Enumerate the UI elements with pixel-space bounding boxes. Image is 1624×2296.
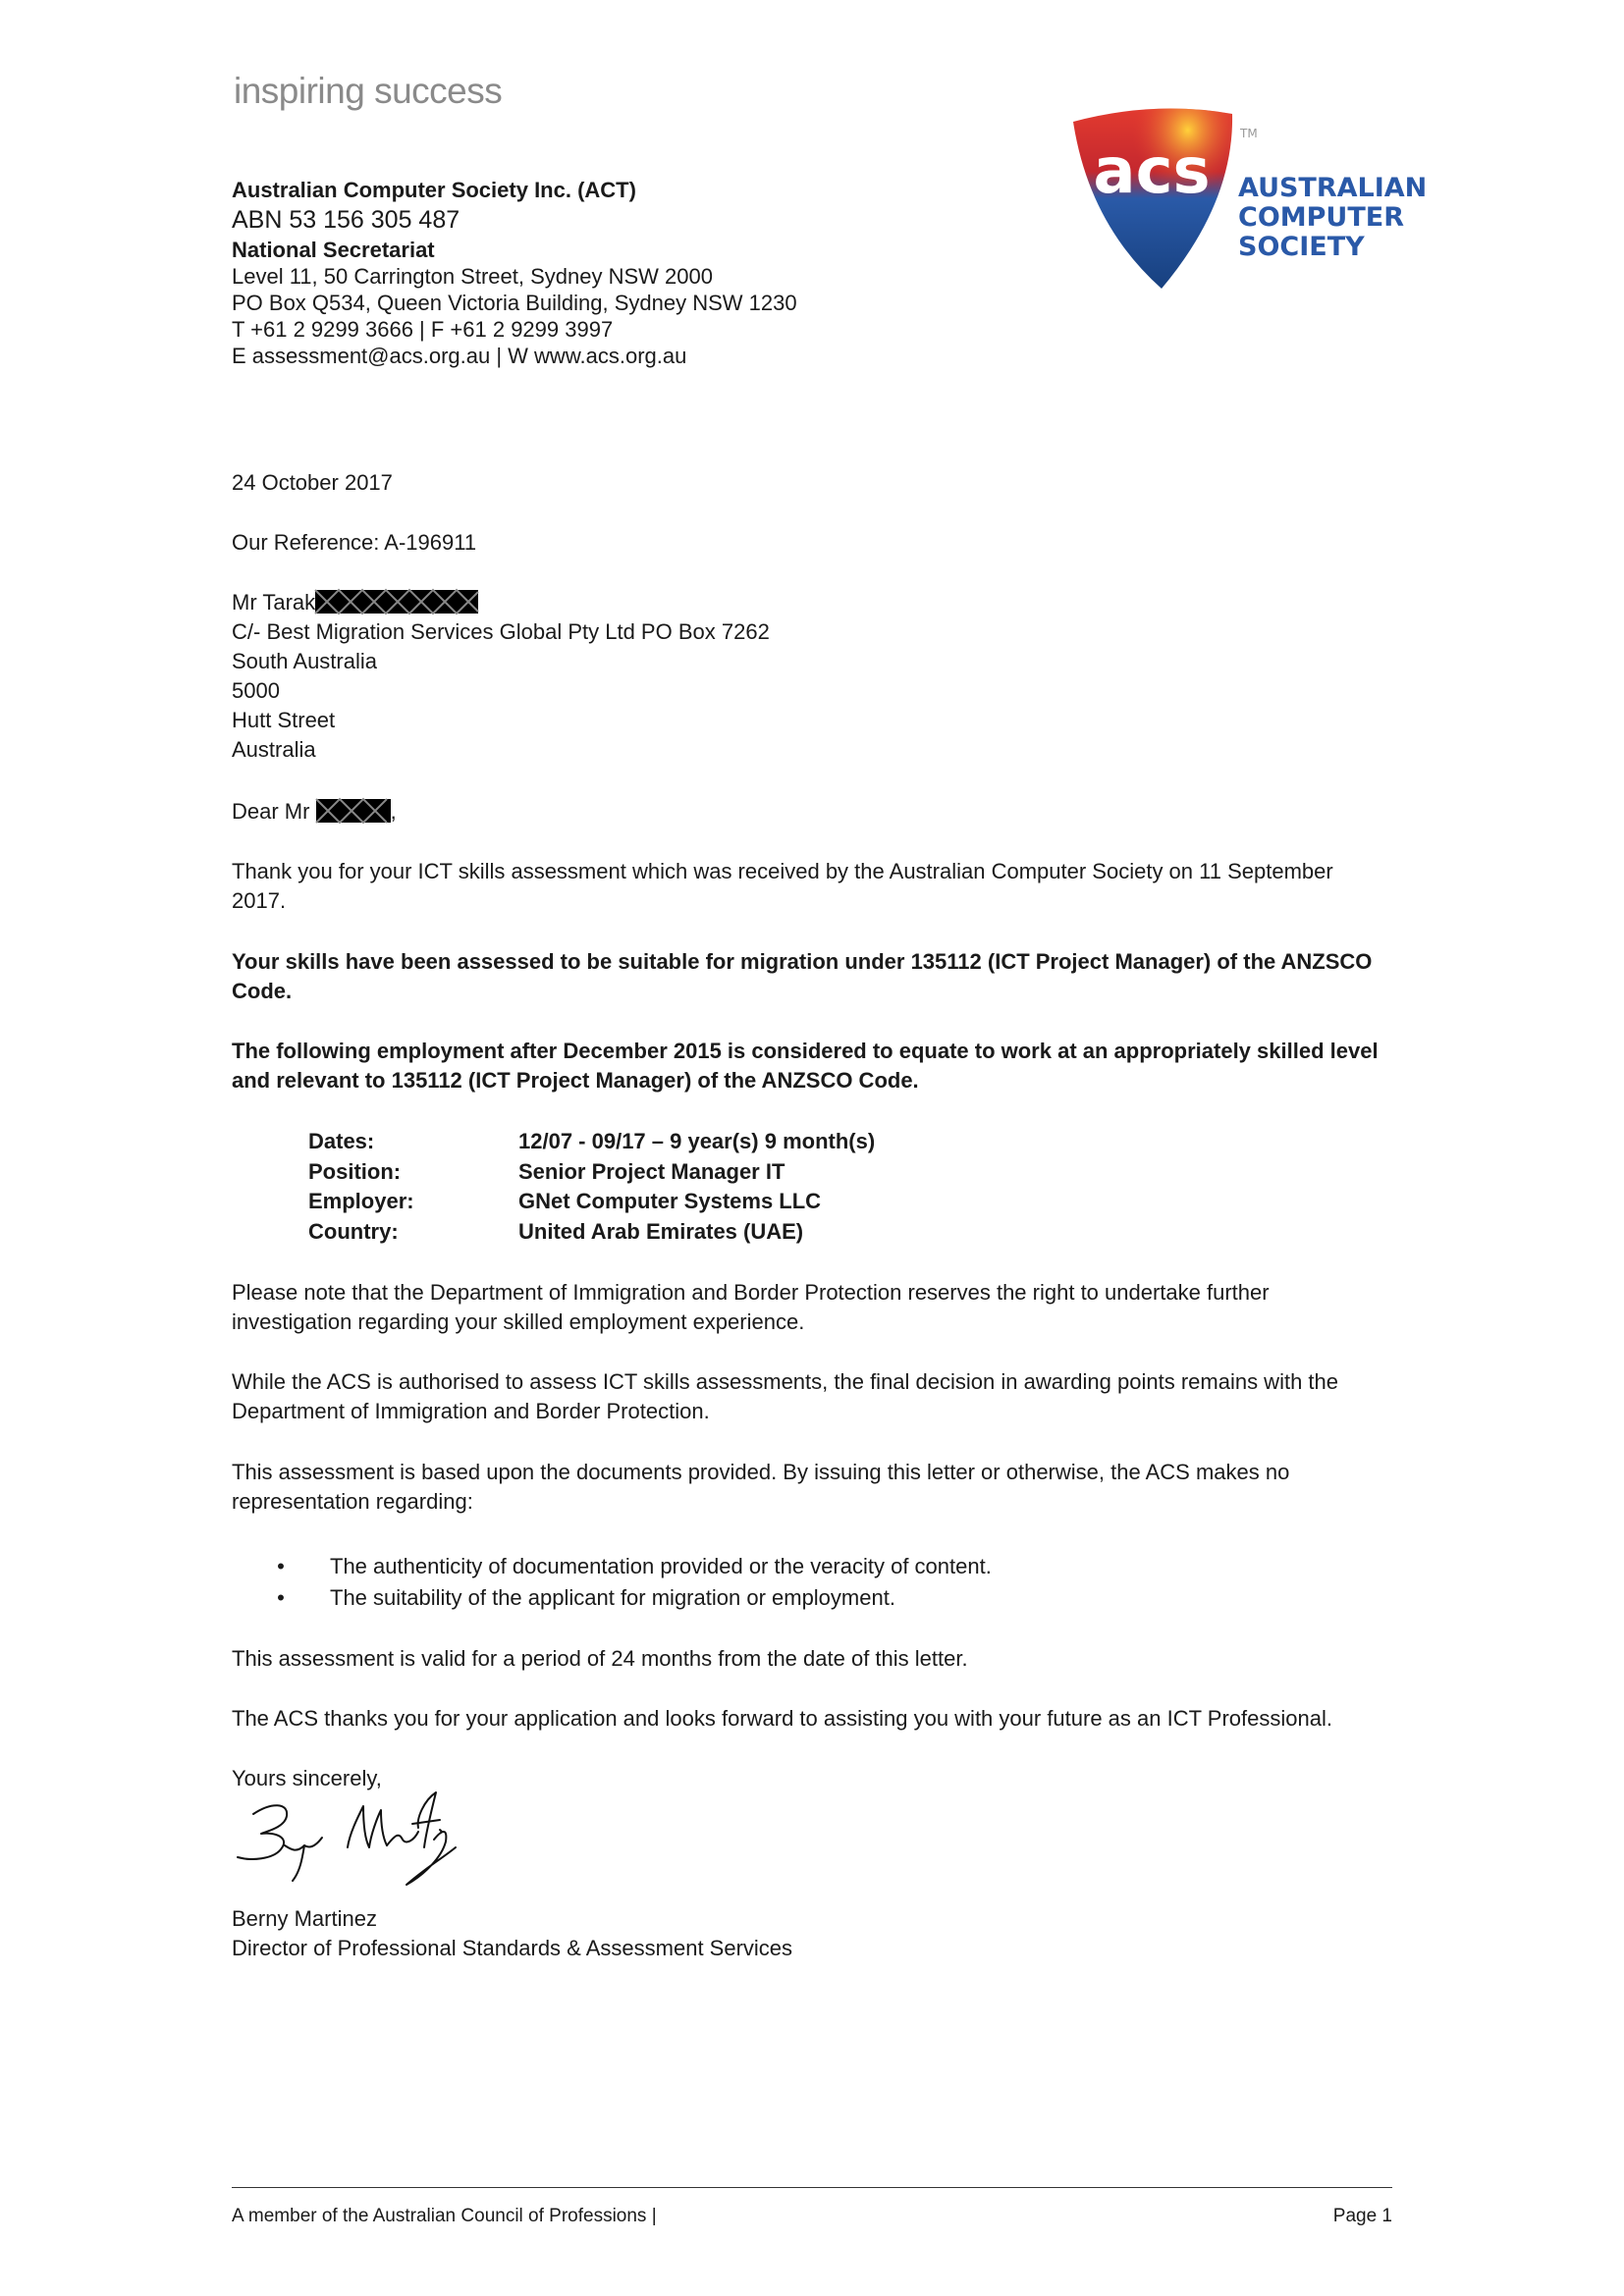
footer-membership: A member of the Australian Council of Professions | — [232, 2206, 657, 2226]
employment-row — [308, 1187, 875, 1217]
paragraph-1: Thank you for your ICT skills assessment which was received by the Australian Computer Society on 11 September 2017. — [232, 859, 1333, 913]
recipient-line-4: Hutt Street — [232, 708, 336, 732]
employment-row — [308, 1127, 875, 1157]
signatory-name: Berny Martinez — [232, 1906, 377, 1931]
letter-reference: Our Reference: A-196911 — [232, 530, 477, 555]
paragraph-3: The following employment after December 2015 is considered to equate to work at an appropriately skilled level and relevant to 135112 (ICT Project Manager) of the ANZSCO Code. — [232, 1039, 1379, 1093]
recipient-name-prefix: Mr Tarak — [232, 590, 316, 614]
employment-value: United Arab Emirates (UAE) — [518, 1218, 804, 1244]
logo-line1: AUSTRALIAN — [1238, 173, 1428, 203]
sender-org: Australian Computer Society Inc. (ACT) — [232, 178, 636, 202]
employment-details — [308, 1127, 875, 1247]
employment-label: Employer: — [308, 1189, 414, 1213]
closing: Yours sincerely, — [232, 1766, 382, 1790]
recipient-name — [232, 588, 1390, 617]
signatory-title: Director of Professional Standards & Assessment Services — [232, 1936, 793, 1960]
logo-mark: acs — [1093, 135, 1211, 208]
sender-address-2: PO Box Q534, Queen Victoria Building, Sydney NSW 1230 — [232, 291, 797, 315]
sender-address-1: Level 11, 50 Carrington Street, Sydney NSW 2000 — [232, 264, 713, 289]
recipient-line-3: 5000 — [232, 678, 280, 703]
paragraph-7: This assessment is valid for a period of 24 months from the date of this letter. — [232, 1646, 968, 1671]
paragraph-6: This assessment is based upon the documents provided. By issuing this letter or otherwise, the ACS makes no representation regarding: — [232, 1460, 1290, 1514]
recipient-line-5: Australia — [232, 737, 316, 762]
salutation — [232, 797, 1390, 827]
sender-phone: T +61 2 9299 3666 | F +61 2 9299 3997 — [232, 317, 614, 342]
redaction-mark — [316, 799, 391, 823]
list-item — [232, 1551, 992, 1582]
sender-contact: E assessment@acs.org.au | W www.acs.org.au — [232, 344, 687, 368]
employment-value: GNet Computer Systems LLC — [518, 1189, 822, 1213]
bullet-dot-icon: • — [277, 1554, 285, 1578]
list-item — [232, 1582, 992, 1614]
page-number: Page 1 — [1332, 2206, 1392, 2226]
letter-date: 24 October 2017 — [232, 470, 393, 495]
tagline: inspiring success — [234, 71, 503, 111]
sender-block — [232, 177, 797, 369]
paragraph-2: Your skills have been assessed to be suitable for migration under 135112 (ICT Project Manager) of the ANZSCO Code. — [232, 949, 1373, 1003]
salutation-prefix: Dear Mr — [232, 799, 310, 824]
logo-tm: TM — [1240, 127, 1258, 140]
redaction-mark — [315, 590, 478, 614]
employment-value: 12/07 - 09/17 – 9 year(s) 9 month(s) — [518, 1129, 876, 1153]
recipient-line-1: C/- Best Migration Services Global Pty Ltd PO Box 7262 — [232, 619, 770, 644]
employment-row — [308, 1217, 875, 1248]
sender-abn: ABN 53 156 305 487 — [232, 206, 460, 234]
salutation-suffix: , — [390, 799, 397, 824]
recipient-line-2: South Australia — [232, 649, 377, 673]
bullet-text: The authenticity of documentation provided or the veracity of content. — [330, 1554, 992, 1578]
sender-dept: National Secretariat — [232, 238, 435, 262]
footer-divider — [232, 2187, 1392, 2188]
bullet-list — [232, 1551, 992, 1614]
employment-row — [308, 1157, 875, 1188]
bullet-dot-icon: • — [277, 1585, 285, 1610]
paragraph-8: The ACS thanks you for your application and looks forward to assisting you with your future as an ICT Professional. — [232, 1706, 1332, 1731]
logo-line3: SOCIETY — [1238, 232, 1365, 262]
paragraph-5: While the ACS is authorised to assess ICT skills assessments, the final decision in awarding points remains with the Department of Immigration and Border Protection. — [232, 1369, 1338, 1423]
employment-label: Country: — [308, 1218, 399, 1244]
logo-line2: COMPUTER — [1238, 202, 1405, 233]
employment-label: Position: — [308, 1158, 402, 1184]
acs-logo — [1065, 108, 1428, 294]
handwritten-signature — [232, 1789, 467, 1898]
paragraph-4: Please note that the Department of Immigration and Border Protection reserves the right to undertake further investigation regarding your skilled employment experience. — [232, 1280, 1270, 1334]
bullet-text: The suitability of the applicant for migration or employment. — [330, 1585, 895, 1610]
employment-value: Senior Project Manager IT — [518, 1158, 785, 1184]
recipient-block — [232, 588, 1390, 765]
employment-label: Dates: — [308, 1129, 375, 1153]
